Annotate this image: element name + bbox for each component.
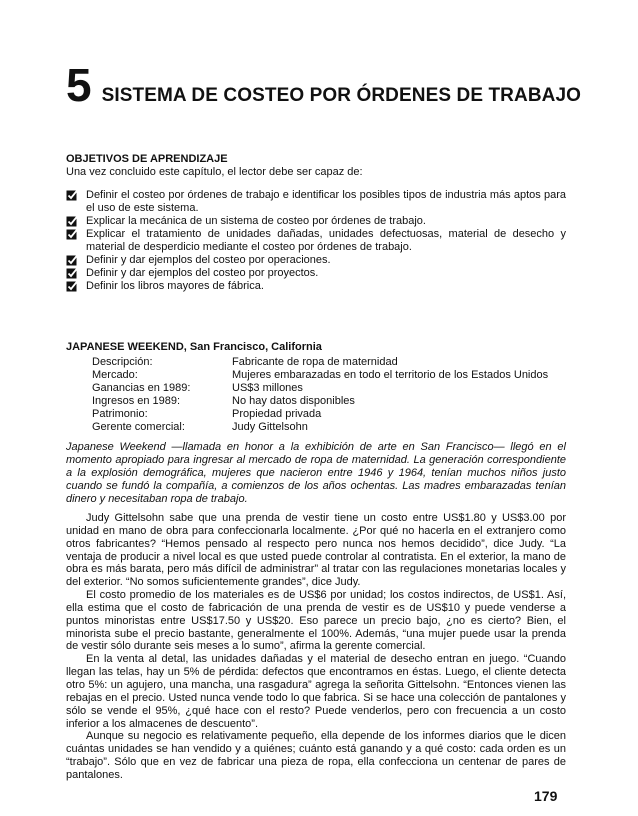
fact-label: Patrimonio: <box>92 408 148 420</box>
chapter-number: 5 <box>66 59 92 111</box>
intro-paragraph: Japanese Weekend —llamada en honor a la exhibición de arte en San Francisco— llegó en el momento apropiado para ingresar al mercado de ropa de maternidad. La generación correspondiente a la explosión demográfica, mujeres que nacieron entre 1946 y 1964, tenían muchos niños justo cuando se fundó la compañía, a comienzos de los años ochentas. Las madres embarazadas tenían dinero y necesitaban ropa de trabajo. <box>66 441 566 505</box>
fact-row <box>92 356 566 369</box>
fact-row <box>92 408 566 421</box>
checkbox-icon <box>66 215 78 227</box>
fact-row <box>92 421 566 434</box>
fact-label: Mercado: <box>92 369 138 381</box>
list-item <box>66 254 566 267</box>
objective-text: Definir y dar ejemplos del costeo por proyectos. <box>86 267 319 279</box>
fact-value: Mujeres embarazadas en todo el territorio de los Estados Unidos <box>232 369 549 381</box>
objectives-list <box>66 189 566 293</box>
fact-row <box>92 395 566 408</box>
objectives-heading: OBJETIVOS DE APRENDIZAJE <box>66 153 228 165</box>
checkbox-icon <box>66 280 78 292</box>
objective-text: Definir el costeo por órdenes de trabajo e identificar los posibles tipos de industria más aptos para el uso de este sistema. <box>86 189 566 214</box>
fact-value: No hay datos disponibles <box>232 395 355 407</box>
objective-text: Definir y dar ejemplos del costeo por operaciones. <box>86 254 331 266</box>
fact-value: Fabricante de ropa de maternidad <box>232 356 398 368</box>
fact-row <box>92 382 566 395</box>
fact-label: Ingresos en 1989: <box>92 395 181 407</box>
checkbox-icon <box>66 228 78 240</box>
chapter-heading <box>66 59 582 111</box>
fact-label: Gerente comercial: <box>92 421 185 433</box>
objective-text: Explicar el tratamiento de unidades dañadas, unidades defectuosas, material de desecho y material de desperdicio mediante el costeo por órdenes de trabajo. <box>86 228 566 253</box>
checkbox-icon <box>66 254 78 266</box>
body-paragraph: El costo promedio de los materiales es de US$6 por unidad; los costos indirectos, de US$1. Así, ella estima que el costo de fabricación de una prenda de vestir es de US$10 y puede venderse a puntos minoristas entre US$17.50 y US$20. Eso parece un precio bajo, ¿no es cierto? Bien, el minorista sube el precio bastante, generalmente el 100%. Además, “una mujer puede usar la prenda de vestir sólo durante seis meses a lo sumo”, afirma la gerente comercial. <box>66 589 566 653</box>
page-number: 179 <box>534 788 558 804</box>
company-name: JAPANESE WEEKEND, San Francisco, California <box>66 341 322 353</box>
list-item <box>66 267 566 280</box>
body-paragraph: En la venta al detal, las unidades dañadas y el material de desecho entran en juego. “Cuando llegan las telas, hay un 5% de pérdida: defectos que encontramos en éstas. Luego, el cliente detecta otro 5%: un agujero, una mancha, una rasgadura” agrega la señorita Gittelsohn. “Entonces vienen las rebajas en el precio. Usted nunca vende todo lo que fabrica. Si se hace una colección de pantalones y sólo se vende el 95%, ¿qué hace con el resto? Puede venderlos, pero con frecuencia a un costo inferior a los almacenes de descuento”. <box>66 653 566 730</box>
list-item <box>66 228 566 254</box>
fact-row <box>92 369 566 382</box>
fact-value: Propiedad privada <box>232 408 322 420</box>
objectives-intro: Una vez concluido este capítulo, el lector debe ser capaz de: <box>66 166 363 178</box>
fact-label: Descripción: <box>92 356 153 368</box>
checkbox-icon <box>66 267 78 279</box>
body-paragraph: Aunque su negocio es relativamente pequeño, ella depende de los informes diarios que le dicen cuántas unidades se han vendido y a quiénes; cuánto está ganando y a qué costo: cada orden es un “trabajo”. Sólo que en vez de fabricar una pieza de ropa, ella confecciona un centenar de pares de pantalones. <box>66 730 566 781</box>
list-item <box>66 215 566 228</box>
learning-objectives <box>66 153 566 293</box>
checkbox-icon <box>66 189 78 201</box>
fact-value: US$3 millones <box>232 382 303 394</box>
list-item <box>66 280 566 293</box>
fact-value: Judy Gittelsohn <box>232 421 308 433</box>
company-facts <box>92 356 566 434</box>
body-text <box>66 512 566 782</box>
company-profile <box>66 341 566 434</box>
body-paragraph: Judy Gittelsohn sabe que una prenda de vestir tiene un costo entre US$1.80 y US$3.00 por unidad en mano de obra para confeccionarla localmente. ¿Por qué no hacerla en el extranjero como otros fabricantes? “Hemos pensado al respecto pero nunca nos hemos decidido”, dice Judy. “La ventaja de producir a nivel local es que usted puede controlar al contratista. En el exterior, la mano de obra es más barata, pero más difícil de administrar” al tratar con las regulaciones monetarias locales y del exterior. “No somos suficientemente grandes”, dice Judy. <box>66 512 566 589</box>
objective-text: Explicar la mecánica de un sistema de costeo por órdenes de trabajo. <box>86 215 426 227</box>
chapter-title: SISTEMA DE COSTEO POR ÓRDENES DE TRABAJO <box>101 85 582 106</box>
fact-label: Ganancias en 1989: <box>92 382 191 394</box>
objective-text: Definir los libros mayores de fábrica. <box>86 280 264 292</box>
list-item <box>66 189 566 215</box>
